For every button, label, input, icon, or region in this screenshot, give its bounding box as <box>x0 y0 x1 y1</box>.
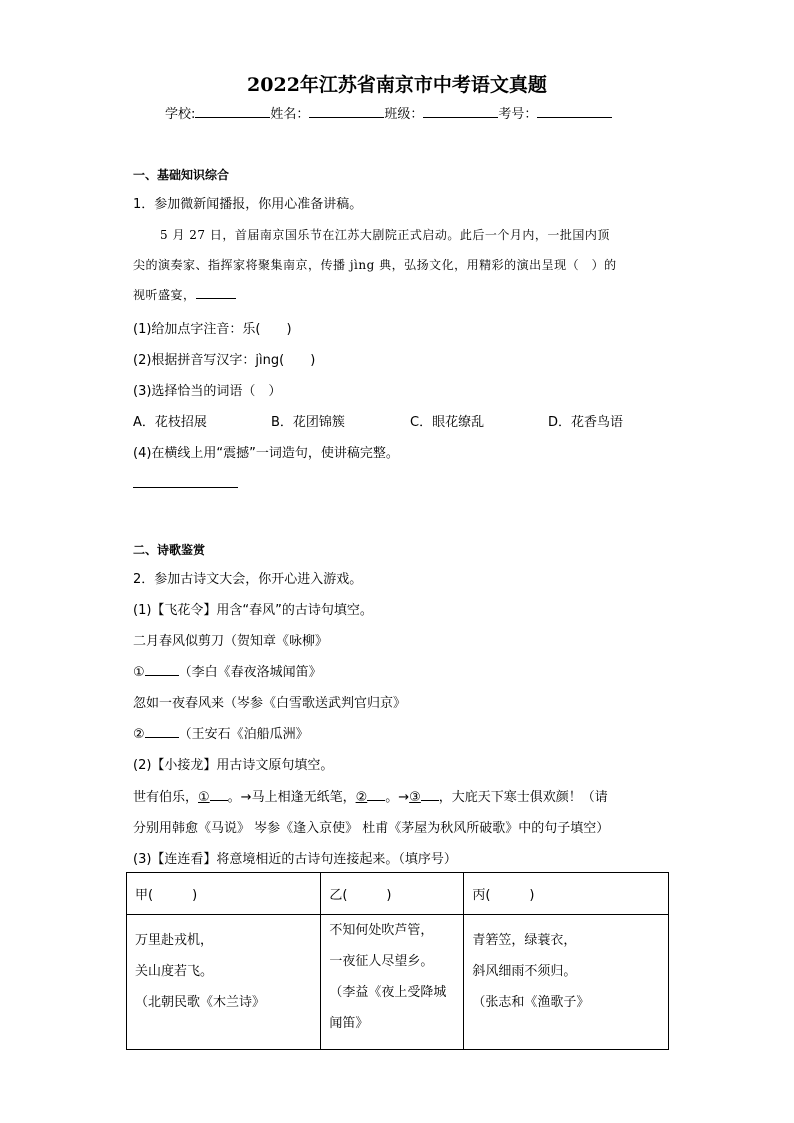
section1-heading: 一、基础知识综合 <box>133 168 230 182</box>
chain-mark-2: ② <box>355 790 368 805</box>
header-yi[interactable]: 乙( ) <box>321 873 464 915</box>
q1-sub4: (4)在横线上用“震撼”一词造句，使讲稿完整。 <box>133 446 399 461</box>
cell-line: 闻笛》 <box>329 1016 369 1031</box>
poem-line-1: 二月春风似剪刀（贺知章《咏柳》 <box>133 634 329 649</box>
q2-sub3: (3)【连连看】将意境相近的古诗句连接起来。（填序号） <box>133 852 457 867</box>
q1-intro: 1．参加微新闻播报，你用心准备讲稿。 <box>133 197 363 212</box>
cell-line: 一夜征人尽望乡。 <box>329 954 434 969</box>
cell-bing <box>464 915 669 1050</box>
q2-sub2: (2)【小接龙】用古诗文原句填空。 <box>133 758 334 773</box>
name-field[interactable] <box>309 105 384 118</box>
chain-text-1: 世有伯乐， <box>133 790 199 805</box>
header-jia[interactable]: 甲( ) <box>127 873 321 915</box>
chain-mark-3: ③ <box>409 790 421 805</box>
exam-number-field[interactable] <box>537 105 612 118</box>
option-c[interactable]: C．眼花缭乱 <box>410 415 485 430</box>
page-title: 2022年江苏省南京市中考语文真题 <box>247 74 547 96</box>
class-label: 班级： <box>384 107 424 122</box>
sentence-answer-blank[interactable] <box>133 487 238 488</box>
class-field[interactable] <box>423 105 498 118</box>
poem-line-3: 忽如一夜春风来（岑参《白雪歌送武判官归京》 <box>133 696 407 711</box>
cell-line: 青箬笠，绿蓑衣， <box>472 933 577 948</box>
option-d[interactable]: D．花香鸟语 <box>548 415 624 430</box>
matching-table <box>126 872 669 1050</box>
cell-jia <box>127 915 321 1050</box>
school-label: 学校: <box>165 107 196 122</box>
passage-line-3-text: 视听盛宴， <box>133 288 196 302</box>
blank-mark-2: ② <box>133 727 145 742</box>
passage-line-3 <box>133 286 236 303</box>
cell-line: 万里赴戎机， <box>135 933 214 948</box>
chain-text-3: 。→ <box>385 790 410 805</box>
chain-mark-1: ① <box>198 790 210 805</box>
poem-line-2-source: （李白《春夜洛城闻笛》 <box>178 665 322 680</box>
cell-line: （李益《夜上受降城 <box>329 985 447 1000</box>
table-body-row <box>127 915 669 1050</box>
table-header-row <box>127 873 669 915</box>
q1-sub3: (3)选择恰当的词语（ ） <box>133 384 282 399</box>
poem-blank-1[interactable] <box>145 663 179 676</box>
cell-line: （张志和《渔歌子》 <box>472 995 590 1010</box>
school-field[interactable] <box>195 105 270 118</box>
chain-note: 分别用韩愈《马说》 岑参《逢入京使》 杜甫《茅屋为秋风所破歌》中的句子填空） <box>133 821 610 836</box>
cell-yi <box>321 915 464 1050</box>
name-label: 姓名： <box>270 107 310 122</box>
option-b[interactable]: B．花团锦簇 <box>271 415 345 430</box>
poem-line-4-source: （王安石《泊船瓜洲》 <box>178 727 309 742</box>
header-bing[interactable]: 丙( ) <box>464 873 669 915</box>
option-a[interactable]: A．花枝招展 <box>133 415 207 430</box>
poem-line-2 <box>133 661 322 680</box>
q1-sub2: (2)根据拼音写汉字：jìng( ) <box>133 353 316 368</box>
passage-line-1: 5 月 27 日，首届南京国乐节在江苏大剧院正式启动。此后一个月内，一批国内顶 <box>160 228 610 242</box>
q1-sub1: (1)给加点字注音：乐( ) <box>133 322 292 337</box>
chain-text-2: 。→马上相逢无纸笔， <box>227 790 356 805</box>
cell-line: （北朝民歌《木兰诗》 <box>135 995 266 1010</box>
chain-blank-2[interactable] <box>367 788 385 801</box>
chain-blank-1[interactable] <box>210 788 228 801</box>
cell-line: 不知何处吹芦管， <box>329 923 434 938</box>
passage-line-2: 尖的演奏家、指挥家将聚集南京，传播 jìng 典，弘扬文化，用精彩的演出呈现（ ）的 <box>133 258 617 272</box>
chain-blank-3[interactable] <box>421 788 439 801</box>
exam-number-label: 考号： <box>498 107 538 122</box>
q2-sub1: (1)【飞花令】用含“春风”的古诗句填空。 <box>133 603 373 618</box>
chain-line <box>133 786 608 805</box>
passage-answer-blank[interactable] <box>196 286 236 299</box>
section2-heading: 二、诗歌鉴赏 <box>133 543 206 557</box>
chain-text-4: ，大庇天下寒士俱欢颜！（请 <box>438 790 608 805</box>
poem-blank-2[interactable] <box>145 725 179 738</box>
poem-line-4 <box>133 723 309 742</box>
student-info-line <box>165 103 612 122</box>
blank-mark-1: ① <box>133 665 145 680</box>
q2-intro: 2．参加古诗文大会，你开心进入游戏。 <box>133 572 363 587</box>
cell-line: 关山度若飞。 <box>135 964 214 979</box>
cell-line: 斜风细雨不须归。 <box>472 964 577 979</box>
